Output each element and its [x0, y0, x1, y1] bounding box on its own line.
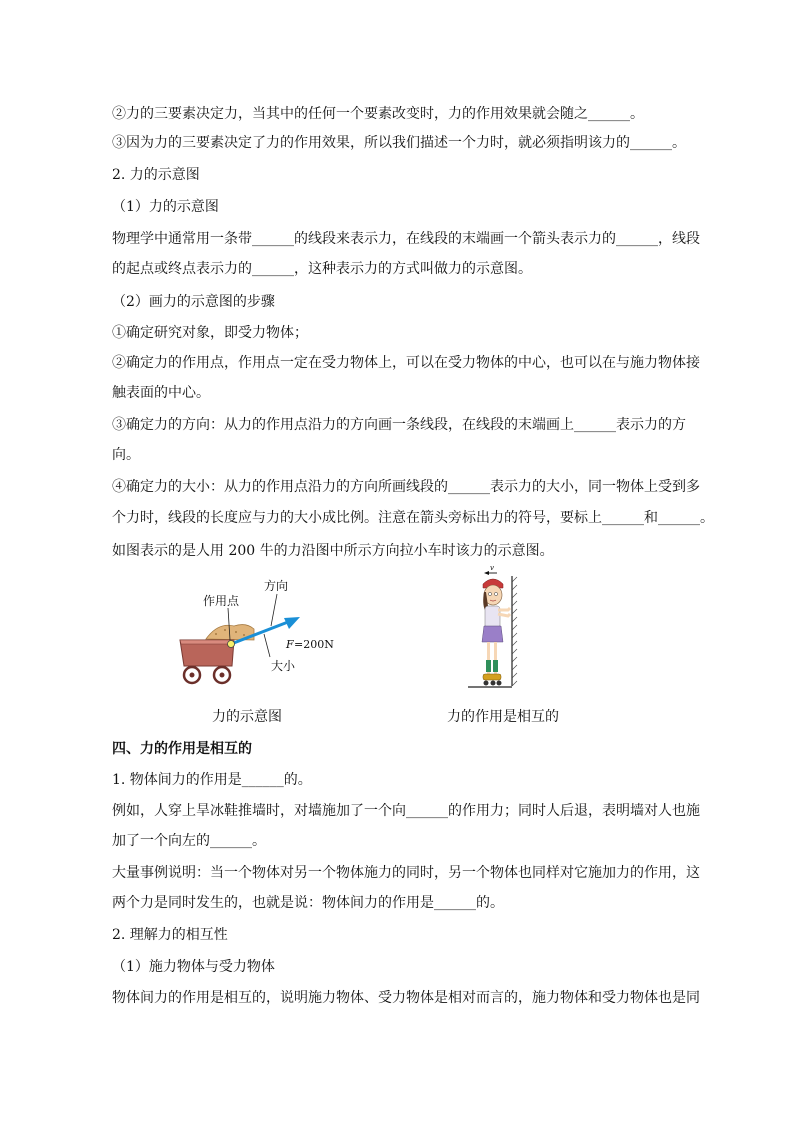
section-heading-four: 四、力的作用是相互的: [112, 741, 252, 757]
label-action-point: 作用点: [203, 594, 240, 608]
subsection-heading: （1）力的示意图: [112, 199, 219, 215]
text-line: ③确定力的方向：从力的作用点沿力的方向画一条线段，在线段的末端画上______表示力的方: [112, 417, 686, 433]
text-line: 1. 物体间力的作用是______的。: [112, 772, 312, 788]
text-line: 的起点或终点表示力的______，这种表示力的方式叫做力的示意图。: [112, 261, 532, 277]
label-direction: 方向: [264, 579, 289, 593]
label-force-value: =200N: [294, 638, 334, 651]
text-line: 触表面的中心。: [112, 385, 210, 401]
force-arrowhead: [284, 617, 300, 629]
cart-force-diagram: [170, 574, 350, 690]
label-size: 大小: [271, 659, 296, 673]
label-force-symbol: F: [286, 638, 294, 651]
text-line: ①确定研究对象，即受力物体；: [112, 325, 308, 341]
text-line: ②力的三要素决定力，当其中的任何一个要素改变时，力的作用效果就会随之______。: [112, 106, 644, 122]
cart-illustration: [180, 625, 254, 683]
subsection-heading: （1）施力物体与受力物体: [112, 959, 275, 975]
label-velocity: v: [490, 564, 494, 572]
text-line: 两个力是同时发生的，也就是说：物体间力的作用是______的。: [112, 895, 504, 911]
text-line: 向。: [112, 447, 140, 463]
figure-caption-mutual-force: 力的作用是相互的: [447, 709, 559, 725]
text-line: ③因为力的三要素决定了力的作用效果，所以我们描述一个力时，就必须指明该力的______。: [112, 135, 686, 151]
text-line: ④确定力的大小：从力的作用点沿力的方向所画线段的______表示力的大小，同一物体上受到多: [112, 479, 700, 495]
action-point-marker: [228, 641, 235, 648]
text-line: 加了一个向左的______。: [112, 833, 266, 849]
section-heading: 2. 力的示意图: [112, 167, 200, 183]
text-line: 例如，人穿上旱冰鞋推墙时，对墙施加了一个向______的作用力；同时人后退，表明墙对人也施: [112, 803, 700, 819]
text-line: ②确定力的作用点，作用点一定在受力物体上，可以在受力物体的中心，也可以在与施力物体接: [112, 355, 700, 371]
text-line: 物体间力的作用是相互的，说明施力物体、受力物体是相对而言的，施力物体和受力物体也是同: [112, 990, 700, 1006]
text-line: 如图表示的是人用 200 牛的力沿图中所示方向拉小车时该力的示意图。: [112, 543, 554, 559]
subsection-heading: （2）画力的示意图的步骤: [112, 294, 275, 310]
girl-figure: [482, 579, 510, 686]
text-line: 大量事例说明：当一个物体对另一个物体施力的同时，另一个物体也同样对它施加力的作用，这: [112, 865, 700, 881]
section-heading: 2. 理解力的相互性: [112, 927, 228, 943]
text-line: 个力时，线段的长度应与力的大小成比例。注意在箭头旁标出力的符号，要标上______和______。: [112, 510, 714, 526]
figure-caption-force-diagram: 力的示意图: [212, 709, 282, 725]
girl-pushing-wall-illustration: [466, 564, 526, 692]
text-line: 物理学中通常用一条带______的线段来表示力，在线段的末端画一个箭头表示力的______，线段: [112, 231, 700, 247]
